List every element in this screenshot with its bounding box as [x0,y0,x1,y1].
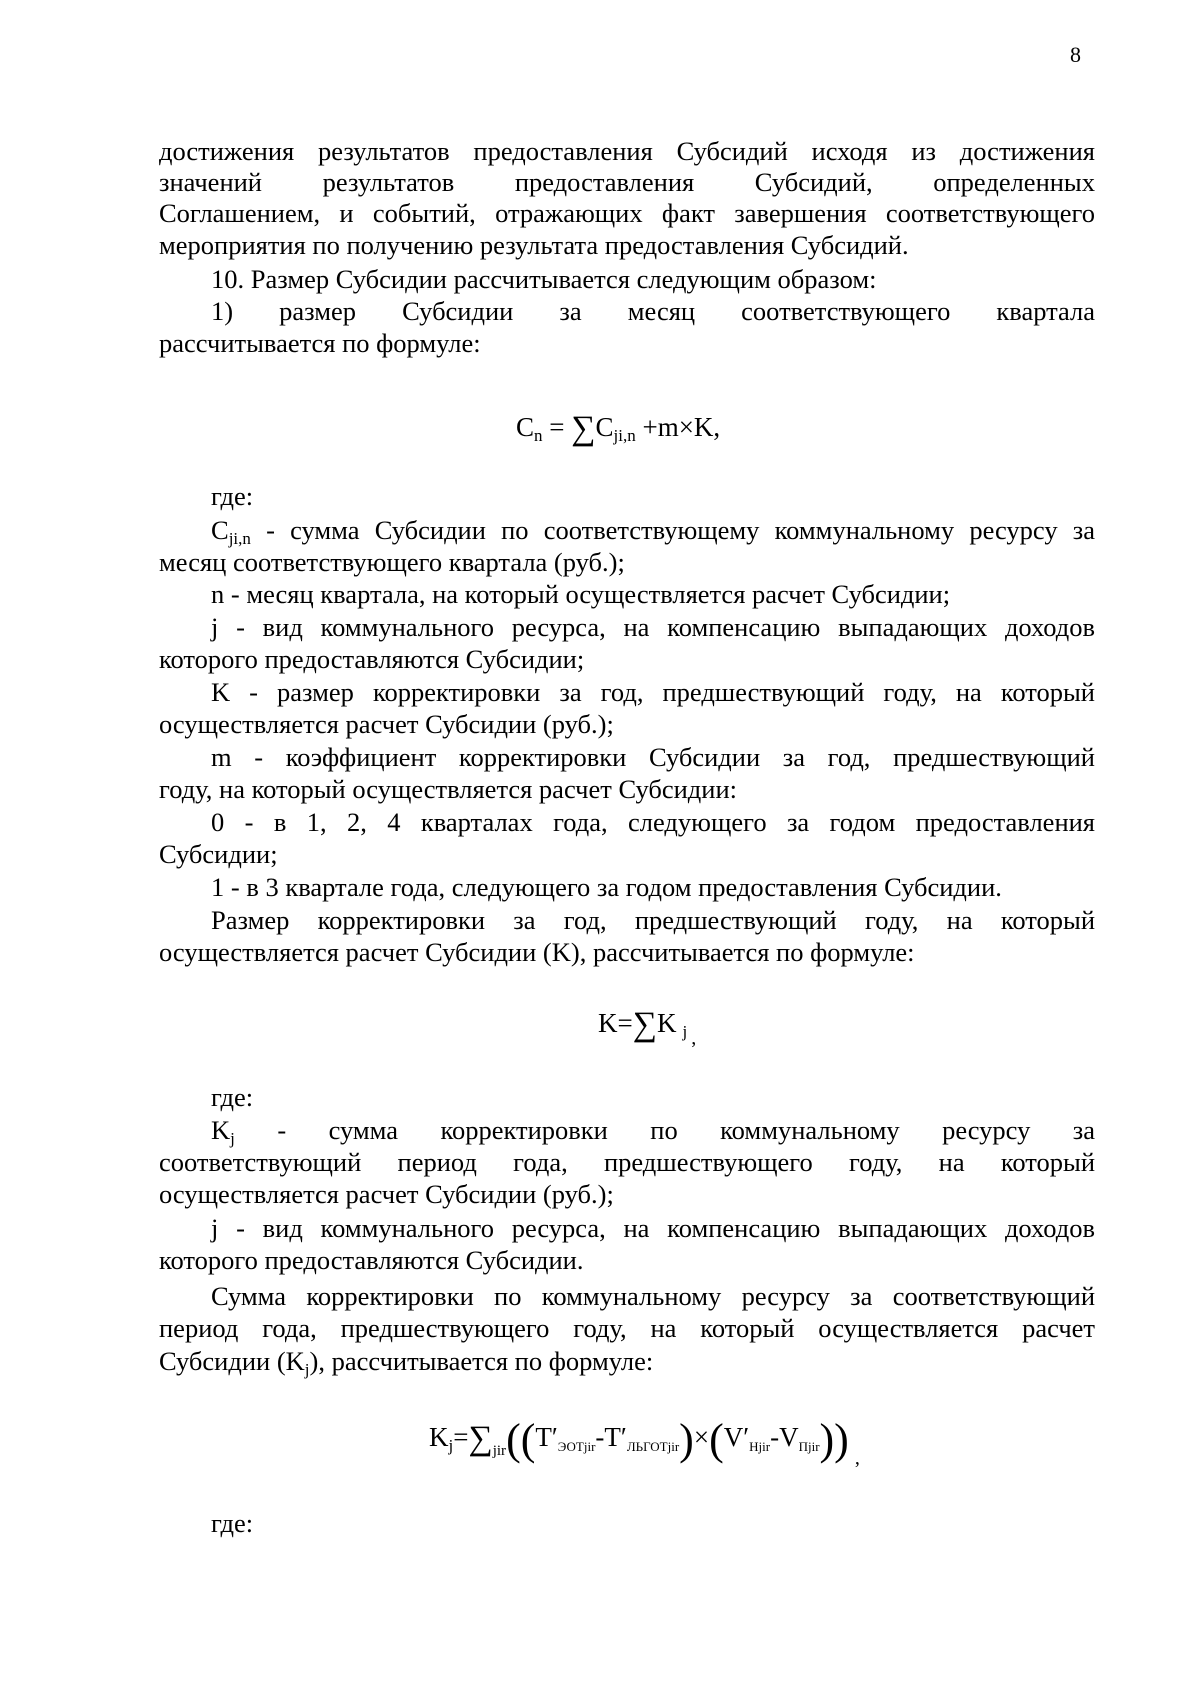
formula-kj-minus-2: - [770,1422,780,1452]
open-paren-icon: ( [709,1415,724,1464]
summa-line-3-sub: j [304,1360,310,1379]
formula-kj-t1: T′ [535,1422,558,1452]
def-c-text: - сумма Субсидии по соответствующему коммунальному ресурсу за [250,515,1095,545]
formula-kj-lhs-sub: j [448,1436,454,1455]
formula-kj-t2: T′ [604,1422,627,1452]
def-k-line-1: K - размер корректировки за год, предшествующий году, на который [211,677,1095,707]
def-0-line-1: 0 - в 1, 2, 4 кварталах года, следующего за годом предоставления [211,807,1095,837]
item-1-line-2: рассчитывается по формуле: [159,328,481,358]
formula-kj-v2: V [779,1422,799,1452]
korr-line-2: осуществляется расчет Субсидии (K), рассчитывается по формуле: [159,937,915,967]
intro-line-3: Соглашением, и событий, отражающих факт завершения соответствующего [159,198,1095,228]
formula-cn-rest: +m×K, [635,412,721,442]
def-kj-line-2: соответствующий период года, предшествующего году, на который [159,1147,1095,1177]
def-j1-line-1: j - вид коммунального ресурса, на компенсацию выпадающих доходов [211,612,1095,642]
summa-line-3-pre: Субсидии (K [159,1346,305,1376]
def-0-line-2: Субсидии; [159,839,278,869]
def-kj-text: - сумма корректировки по коммунальному ресурсу за [234,1115,1095,1145]
where-2: где: [211,1082,254,1112]
formula-kj-eq: = [453,1422,469,1452]
def-kj-sub: j [230,1129,235,1148]
formula-cn-lhs-sub: n [534,426,543,445]
formula-k [598,1008,696,1048]
sigma-icon: ∑ [632,1006,657,1043]
def-m-line-1: m - коэффициент корректировки Субсидии за год, предшествующий [211,742,1095,772]
open-paren-icon: (( [506,1415,536,1464]
formula-kj-t1-sub: ЭОТjir [557,1439,596,1454]
formula-k-term-sub: j [682,1022,688,1041]
formula-k-lhs: K= [598,1008,633,1038]
close-paren-icon: ) [679,1415,694,1464]
formula-kj-v1-sub: Нjir [749,1439,771,1454]
def-1: 1 - в 3 квартале года, следующего за годом предоставления Субсидии. [211,872,1002,902]
formula-cn [516,412,720,446]
where-1: где: [211,481,254,511]
summa-line-2: период года, предшествующего году, на который осуществляется расчет [159,1313,1095,1343]
intro-line-2: значений результатов предоставления Субсидий, определенных [159,167,1095,197]
where-3: где: [211,1508,254,1538]
summa-line-3-post: ), рассчитывается по формуле: [309,1346,654,1376]
def-m-line-2: году, на который осуществляется расчет Субсидии: [159,774,738,804]
summa-line-1: Сумма корректировки по коммунальному ресурсу за соответствующий [211,1281,1095,1311]
sigma-icon: ∑ [571,410,596,447]
def-kj-sym: K [211,1115,231,1145]
formula-kj-times: × [693,1422,710,1452]
formula-kj [429,1415,860,1469]
def-j2-line-1: j - вид коммунального ресурса, на компенсацию выпадающих доходов [211,1213,1095,1243]
formula-kj-v2-sub: Пjir [798,1439,820,1454]
def-c-sub: ji,n [228,529,251,548]
formula-kj-t2-sub: ЛЬГОТjir [626,1439,680,1454]
formula-kj-lhs: K [429,1422,449,1452]
intro-line-4: мероприятия по получению результата предоставления Субсидий. [159,230,909,260]
def-j2-line-2: которого предоставляются Субсидии. [159,1245,584,1275]
formula-kj-v1: V′ [723,1422,750,1452]
summa-line-3 [159,1345,1095,1386]
def-c-line-2: месяц соответствующего квартала (руб.); [159,547,625,577]
page-number: 8 [1070,42,1081,67]
def-j1-line-2: которого предоставляются Субсидии; [159,644,585,674]
formula-k-term: K [656,1008,677,1038]
intro-line-1: достижения результатов предоставления Субсидий исходя из достижения [159,136,1095,166]
formula-cn-lhs: C [516,412,535,442]
formula-k-tail: , [691,1027,697,1049]
formula-kj-tail: , [854,1447,860,1469]
formula-kj-sigma-sub: jir [492,1443,507,1459]
korr-line-1: Размер корректировки за год, предшествующий году, на который [211,905,1095,935]
item-1-line-1: 1) размер Субсидии за месяц соответствующего квартала [211,296,1095,326]
def-kj-line-3: осуществляется расчет Субсидии (руб.); [159,1179,614,1209]
def-c-sym: C [211,515,229,545]
sigma-icon: ∑ [468,1420,493,1457]
def-k-line-2: осуществляется расчет Субсидии (руб.); [159,709,614,739]
formula-cn-eq: = [542,412,572,442]
formula-cn-term-sub: ji,n [613,426,636,445]
formula-cn-term: C [595,412,614,442]
def-n: n - месяц квартала, на который осуществляется расчет Субсидии; [211,579,951,609]
close-paren-icon: )) [819,1415,849,1464]
formula-kj-minus-1: - [595,1422,605,1452]
item-10: 10. Размер Субсидии рассчитывается следующим образом: [211,264,877,294]
